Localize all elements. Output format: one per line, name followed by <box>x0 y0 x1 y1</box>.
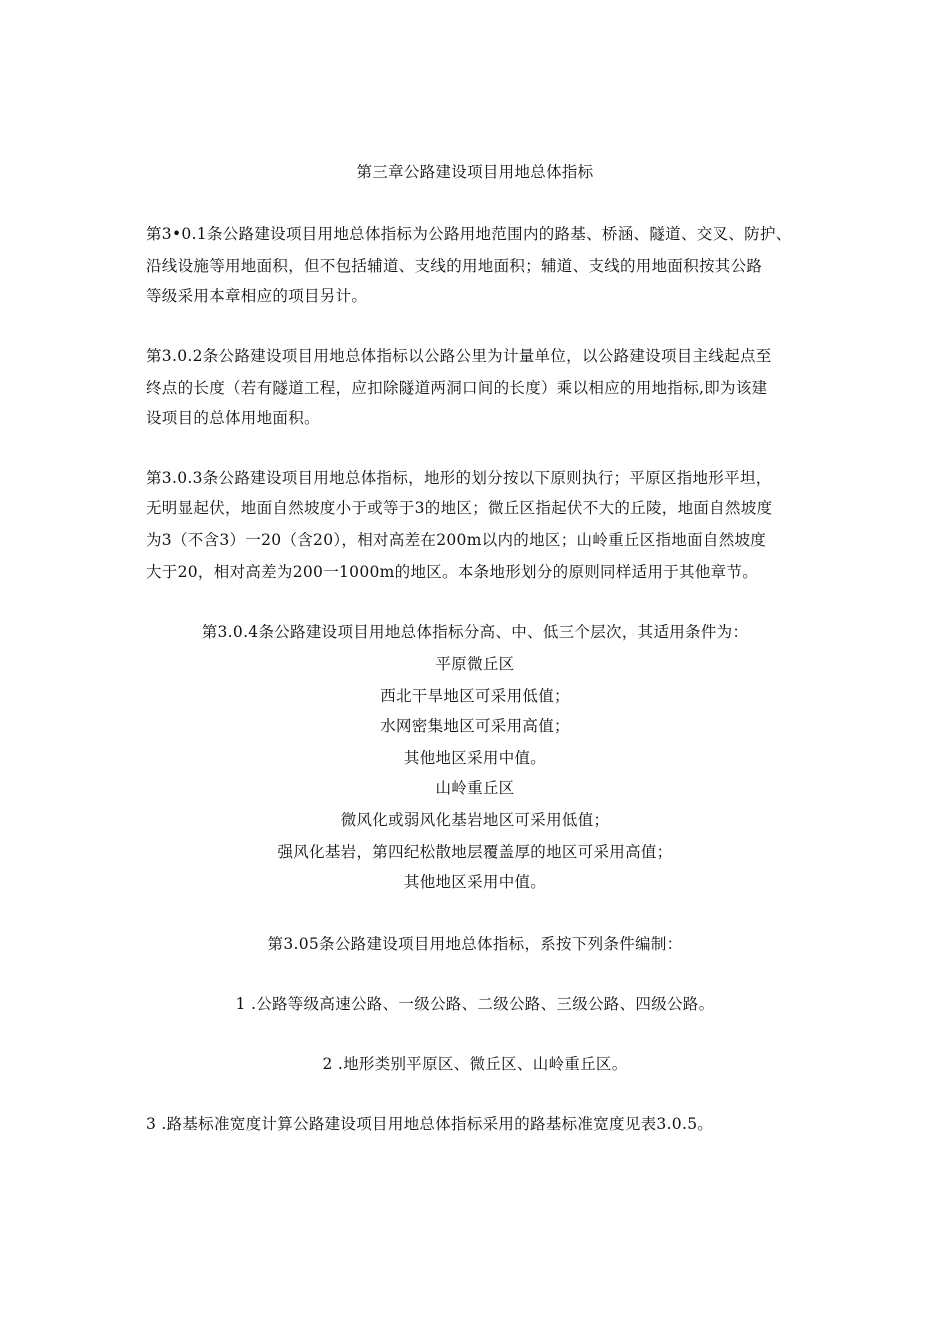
clause-303-line-3: 为3（不含3）一20（含20），相对高差在200m以内的地区；山岭重丘区指地面自然坡度 <box>146 531 767 549</box>
clause-303-line-2: 无明显起伏，地面自然坡度小于或等于3的地区；微丘区指起伏不大的丘陵，地面自然坡度 <box>146 499 773 517</box>
clause-304-plain-item-3: 其他地区采用中值。 <box>403 749 547 767</box>
clause-304-intro: 第3.0.4条公路建设项目用地总体指标分高、中、低三个层次，其适用条件为： <box>201 623 749 641</box>
clause-304-plain-item-2: 水网密集地区可采用高值； <box>380 717 570 735</box>
clause-302-line-3: 设项目的总体用地面积。 <box>146 409 320 427</box>
clause-305-item-2: 2 .地形类别平原区、微丘区、山岭重丘区。 <box>322 1055 628 1073</box>
chapter-title: 第三章公路建设项目用地总体指标 <box>356 163 594 181</box>
clause-304-mountain-heading: 山岭重丘区 <box>435 779 515 797</box>
clause-305-item-1: 1 .公路等级高速公路、一级公路、二级公路、三级公路、四级公路。 <box>235 995 715 1013</box>
clause-302-line-1: 第3.0.2条公路建设项目用地总体指标以公路公里为计量单位，以公路建设项目主线起点至 <box>146 347 772 365</box>
clause-303-line-4: 大于20，相对高差为200一1000m的地区。本条地形划分的原则同样适用于其他章节。 <box>146 563 759 581</box>
clause-302-line-2: 终点的长度（若有隧道工程，应扣除隧道两洞口间的长度）乘以相应的用地指标,即为该建 <box>146 379 768 397</box>
clause-305-intro: 第3.05条公路建设项目用地总体指标，系按下列条件编制： <box>267 935 683 953</box>
clause-301-line-3: 等级采用本章相应的项目另计。 <box>146 287 368 305</box>
clause-301-line-2: 沿线设施等用地面积，但不包括辅道、支线的用地面积；辅道、支线的用地面积按其公路 <box>146 257 763 275</box>
clause-304-mountain-item-3: 其他地区采用中值。 <box>403 873 547 891</box>
clause-303-line-1: 第3.0.3条公路建设项目用地总体指标，地形的划分按以下原则执行；平原区指地形平坦， <box>146 469 772 487</box>
clause-301-line-1: 第3•0.1条公路建设项目用地总体指标为公路用地范围内的路基、桥涵、隧道、交叉、防护、 <box>146 225 792 243</box>
clause-304-plain-item-1: 西北干旱地区可采用低值； <box>380 687 570 705</box>
clause-304-mountain-item-1: 微风化或弱风化基岩地区可采用低值； <box>340 811 610 829</box>
clause-305-item-3: 3 .路基标准宽度计算公路建设项目用地总体指标采用的路基标准宽度见表3.0.5。 <box>146 1115 714 1133</box>
clause-304-mountain-item-2: 强风化基岩，第四纪松散地层覆盖厚的地区可采用高值； <box>277 843 673 861</box>
clause-304-plain-heading: 平原微丘区 <box>435 655 515 673</box>
